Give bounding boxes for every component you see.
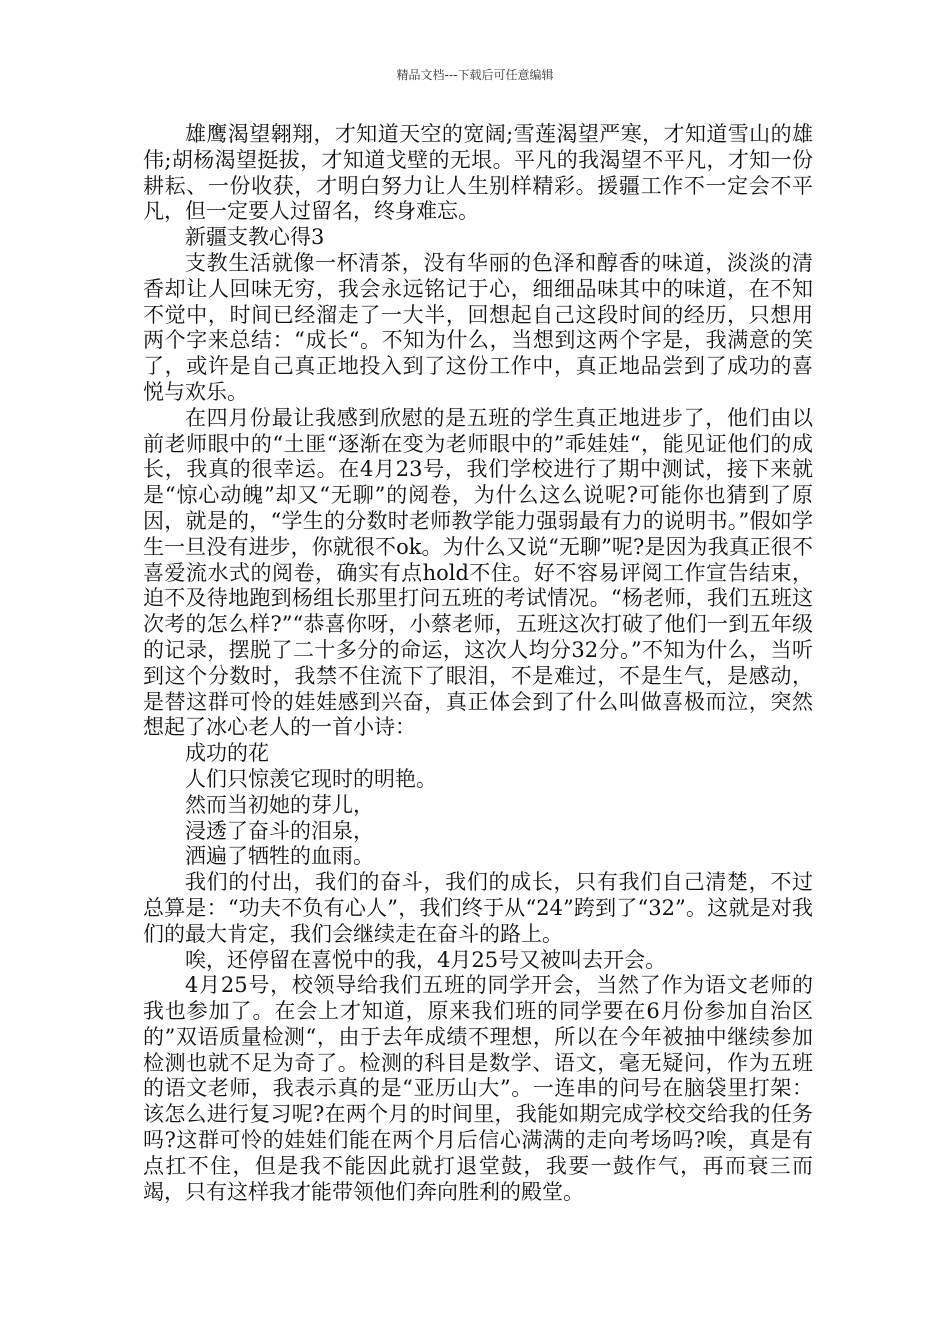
document-body: [143, 122, 813, 1205]
paragraph-intro: 雄鹰渴望翱翔，才知道天空的宽阔;雪莲渴望严寒，才知道雪山的雄伟;胡杨渴望挺拔，才知道戈壁的无垠。平凡的我渴望不平凡，才知一份耕耘、一份收获，才明白努力让人生别样精彩。援疆工作不一定会不平凡，但一定要人过留名，终身难忘。: [143, 122, 813, 224]
paragraph: 在四月份最让我感到欣慰的是五班的学生真正地进步了，他们由以前老师眼中的“土匪“逐渐在变为老师眼中的”乖娃娃“，能见证他们的成长，我真的很幸运。在4月23号，我们学校进行了期中测试，接下来就是“惊心动魄”却又“无聊”的阅卷，为什么这么说呢?可能你也猜到了原因，就是的，“学生的分数时老师教学能力强弱最有力的说明书。”假如学生一旦没有进步，你就很不ok。为什么又说“无聊”呢?是因为我真正很不喜爱流水式的阅卷，确实有点hold不住。好不容易评阅工作宣告结束，迫不及待地跑到杨组长那里打问五班的考试情况。“杨老师，我们五班这次考的怎么样?”“恭喜你呀，小蔡老师，五班这次打破了他们一到五年级的记录，摆脱了二十多分的命运，这次人均分32分。”不知为什么，当听到这个分数时，我禁不住流下了眼泪，不是难过，不是生气，是感动，是替这群可怜的娃娃感到兴奋，真正体会到了什么叫做喜极而泣，突然想起了冰心老人的一首小诗：: [143, 405, 813, 740]
paragraph: 支教生活就像一杯清茶，没有华丽的色泽和醇香的味道，淡淡的清香却让人回味无穷，我会永远铭记于心，细细品味其中的味道，在不知不觉中，时间已经溜走了一大半，回想起自己这段时间的经历，只想用两个字来总结：“成长“。不知为什么，当想到这两个字是，我满意的笑了，或许是自己真正地投入到了这份工作中，真正地品尝到了成功的喜悦与欢乐。: [143, 250, 813, 404]
poem-line: 洒遍了牺牲的血雨。: [185, 844, 374, 869]
paragraph: 唉，还停留在喜悦中的我，4月25号又被叫去开会。: [185, 947, 667, 972]
poem-line: 人们只惊羡它现时的明艳。: [185, 766, 437, 791]
poem-line: 浸透了奋斗的泪泉，: [185, 818, 374, 843]
poem-title: 成功的花: [185, 741, 269, 766]
paragraph: 4月25号，校领导给我们五班的同学开会，当然了作为语文老师的我也参加了。在会上才知道，原来我们班的同学要在6月份参加自治区的”双语质量检测“，由于去年成绩不理想，所以在今年被抽中继续参加检测也就不足为奇了。检测的科目是数学、语文，毫无疑问，作为五班的语文老师，我表示真的是“亚历山大”。一连串的问号在脑袋里打架：该怎么进行复习呢?在两个月的时间里，我能如期完成学校交给我的任务吗?这群可怜的娃娃们能在两个月后信心满满的走向考场吗?唉，真是有点扛不住，但是我不能因此就打退堂鼓，我要一鼓作气，再而衰三而竭，只有这样我才能带领他们奔向胜利的殿堂。: [143, 973, 813, 1204]
section-heading: 新疆支教心得3: [185, 225, 325, 250]
paragraph: 我们的付出，我们的奋斗，我们的成长，只有我们自己清楚，不过总算是：“功夫不负有心人”，我们终于从“24”跨到了“32”。这就是对我们的最大肯定，我们会继续走在奋斗的路上。: [143, 870, 813, 946]
page-header: 精品文档---下载后可任意编辑: [396, 68, 554, 82]
poem-line: 然而当初她的芽儿，: [185, 792, 374, 817]
